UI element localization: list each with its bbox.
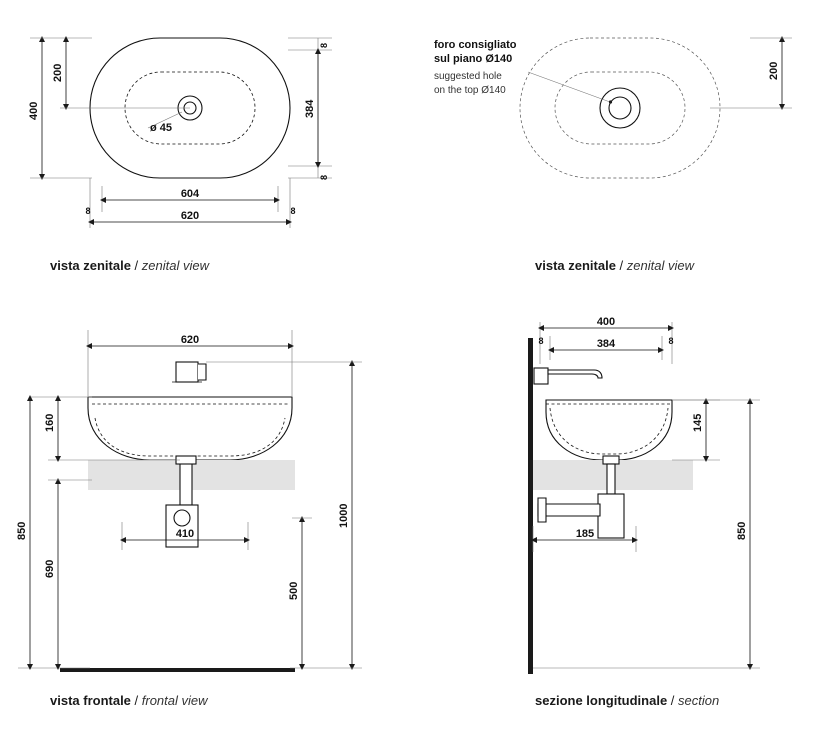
arrow-up-690 [55,478,61,484]
dim-145: 145 [692,413,704,432]
arrow-right-620 [288,343,294,349]
basin-front-body [88,397,292,460]
arrow-up-1000 [349,360,355,366]
dim-200: 200 [768,61,780,80]
arrow-left-620 [86,343,92,349]
caption-zenital-left [50,258,209,273]
arrow-right-384 [658,347,664,353]
arrow-down-200 [63,104,69,110]
panel-zenital-right [410,0,815,290]
caption-italic: zenital view [626,258,694,273]
arrow-up-850 [747,398,753,404]
arrow-down-850 [27,664,33,670]
arrow-left-384 [548,347,554,353]
dim-8-bottom: 8 [319,174,329,180]
caption-sep: / [130,693,142,708]
dim-8-top: 8 [319,42,329,48]
arrow-left-620 [88,219,94,225]
arrow-up-160 [55,395,61,401]
drain-pipe [180,460,192,505]
dim-500: 500 [288,581,300,600]
wall-faucet-body [534,368,548,384]
arrow-down-145 [703,456,709,462]
caption-italic: zenital view [141,258,209,273]
dim-8-right: 8 [668,336,674,346]
caption-italic: frontal view [141,693,208,708]
arrow-right-620 [286,219,292,225]
siphon-body [598,494,624,538]
panel-zenital-left [0,0,410,290]
drain-flange [603,456,619,464]
panel-section [410,300,815,736]
arrow-down-500 [299,664,305,670]
caption-bold: vista frontale [50,693,131,708]
caption-section [535,693,719,708]
section-drawing [410,300,815,736]
arrow-down-1000 [349,664,355,670]
zenital-left-drawing [0,0,410,290]
caption-bold: vista zenitale [535,258,616,273]
caption-sep: / [130,258,142,273]
dim-8-left: 8 [85,206,91,216]
caption-italic: section [678,693,720,708]
note-leader-line [528,72,610,102]
arrow-down-850 [747,664,753,670]
caption-zenital-right [535,258,694,273]
arrow-up-400 [39,36,45,42]
floor-line [60,668,295,672]
dim-hole-45: ø 45 [150,122,173,134]
arrow-left-604 [100,197,106,203]
panel-frontal [0,300,410,736]
dim-384: 384 [596,338,616,350]
frontal-drawing [0,300,410,736]
arrow-right-604 [274,197,280,203]
drain-pipe [607,464,615,494]
arrow-down-384 [315,162,321,168]
arrow-down-160 [55,456,61,462]
dim-604: 604 [180,188,200,200]
wall-faucet-spout [548,370,602,378]
dim-185: 185 [575,528,595,540]
dim-160: 160 [44,413,56,432]
arrow-right-185 [632,537,638,543]
dim-8-left: 8 [538,336,544,346]
dim-384: 384 [304,99,316,118]
arrow-left-400 [538,325,544,331]
note-bold-line-1: foro consigliato [434,39,517,51]
note-bold-line-2: sul piano Ø140 [434,53,513,65]
dim-690: 690 [44,559,56,578]
arrow-right-400 [668,325,674,331]
faucet-spout [198,364,206,380]
zenital-right-drawing [410,0,815,290]
arrow-up-200 [779,36,785,42]
dim-400: 400 [596,316,616,328]
arrow-left-410 [120,537,126,543]
caption-frontal [50,693,208,708]
dim-400: 400 [28,101,40,120]
arrow-up-145 [703,398,709,404]
dim-850: 850 [16,521,28,540]
dim-8-right: 8 [290,206,296,216]
caption-sep: / [615,258,627,273]
dim-850: 850 [736,521,748,540]
faucet-body [176,362,198,382]
caption-bold: sezione longitudinale [535,693,668,708]
caption-bold: vista zenitale [50,258,131,273]
dim-410: 410 [175,528,195,540]
note-leader-dot [609,100,612,103]
dim-1000: 1000 [338,503,350,528]
arrow-up-500 [299,516,305,522]
wall-drain-arm [538,504,600,516]
arrow-up-850 [27,395,33,401]
wall [528,338,533,674]
note-plain-line-2: on the top Ø140 [434,85,506,96]
arrow-down-200 [779,104,785,110]
note-plain-line-1: suggested hole [434,71,502,82]
dim-620: 620 [180,210,200,222]
arrow-right-410 [244,537,250,543]
siphon-detail [174,510,190,526]
arrow-down-400 [39,174,45,180]
dim-200: 200 [52,63,64,82]
suggested-hole-inner [609,97,631,119]
caption-sep: / [667,693,679,708]
dim-620: 620 [180,334,200,346]
arrow-up-200 [63,36,69,42]
basin-section-body [546,400,672,460]
wall-drain-collar [538,498,546,522]
